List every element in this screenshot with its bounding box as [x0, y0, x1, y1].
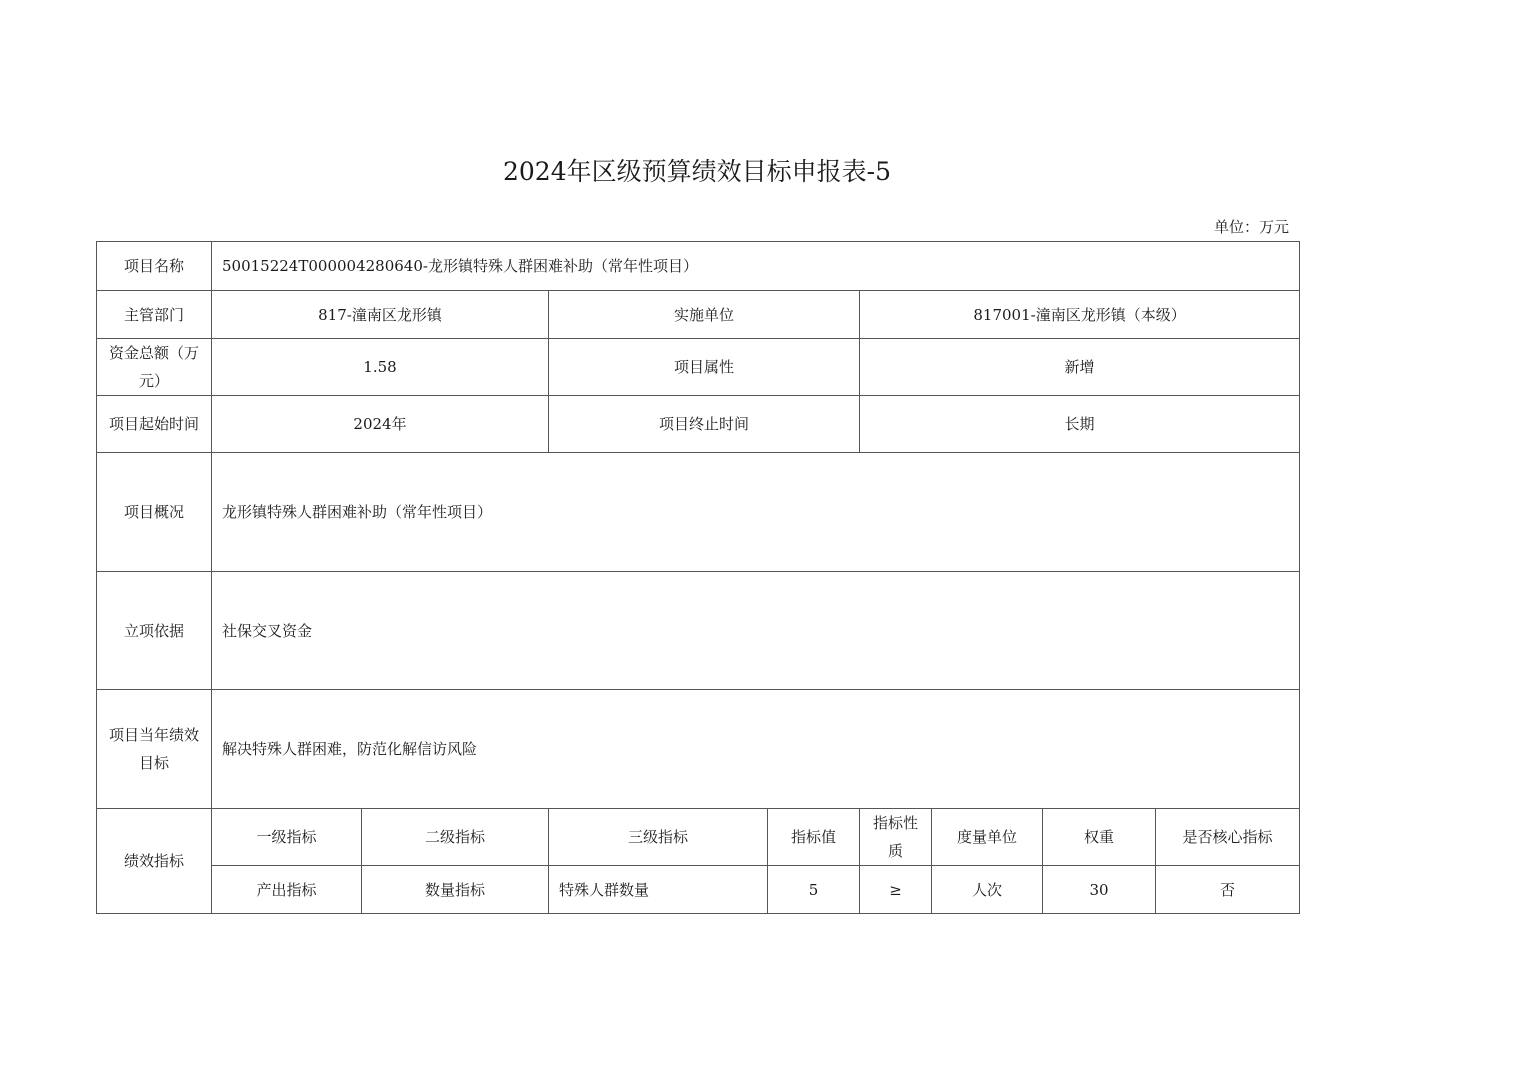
row-goal: [97, 690, 1300, 809]
indicator-row: [97, 866, 1300, 914]
indicator-measure-unit: 人次: [932, 866, 1043, 914]
header-level1: 一级指标: [212, 809, 362, 866]
page-title: 2024年区级预算绩效目标申报表-5: [503, 157, 891, 186]
row-basis: [97, 572, 1300, 690]
header-weight: 权重: [1043, 809, 1156, 866]
attribute-value: 新增: [860, 339, 1300, 396]
basis-label: 立项依据: [97, 572, 212, 690]
attribute-label: 项目属性: [549, 339, 860, 396]
indicator-value: 5: [768, 866, 860, 914]
indicators-label: 绩效指标: [97, 809, 212, 914]
goal-label: 项目当年绩效目标: [97, 690, 212, 809]
indicator-nature: ≥: [860, 866, 932, 914]
header-value: 指标值: [768, 809, 860, 866]
indicator-level2: 数量指标: [362, 866, 549, 914]
funds-value: 1.58: [212, 339, 549, 396]
header-measure-unit: 度量单位: [932, 809, 1043, 866]
indicator-header-row: [97, 809, 1300, 866]
basis-value: 社保交叉资金: [212, 572, 1300, 690]
header-core: 是否核心指标: [1156, 809, 1300, 866]
row-funds: [97, 339, 1300, 396]
project-name-label: 项目名称: [97, 242, 212, 291]
indicator-core: 否: [1156, 866, 1300, 914]
header-nature: 指标性质: [860, 809, 932, 866]
row-department: [97, 291, 1300, 339]
row-overview: [97, 453, 1300, 572]
dept-value: 817-潼南区龙形镇: [212, 291, 549, 339]
indicator-weight: 30: [1043, 866, 1156, 914]
project-name-value: 50015224T000004280640-龙形镇特殊人群困难补助（常年性项目）: [212, 242, 1300, 291]
unit-label: 单位：万元: [1213, 218, 1289, 236]
impl-unit-value: 817001-潼南区龙形镇（本级）: [860, 291, 1300, 339]
dept-label: 主管部门: [97, 291, 212, 339]
end-time-label: 项目终止时间: [549, 396, 860, 453]
start-time-value: 2024年: [212, 396, 549, 453]
funds-label: 资金总额（万元）: [97, 339, 212, 396]
end-time-value: 长期: [860, 396, 1300, 453]
row-project-name: [97, 242, 1300, 291]
budget-performance-table: [96, 241, 1300, 914]
indicator-level1: 产出指标: [212, 866, 362, 914]
overview-value: 龙形镇特殊人群困难补助（常年性项目）: [212, 453, 1300, 572]
header-level3: 三级指标: [549, 809, 768, 866]
row-period: [97, 396, 1300, 453]
start-time-label: 项目起始时间: [97, 396, 212, 453]
goal-value: 解决特殊人群困难，防范化解信访风险: [212, 690, 1300, 809]
impl-unit-label: 实施单位: [549, 291, 860, 339]
indicator-level3: 特殊人群数量: [549, 866, 768, 914]
header-level2: 二级指标: [362, 809, 549, 866]
overview-label: 项目概况: [97, 453, 212, 572]
